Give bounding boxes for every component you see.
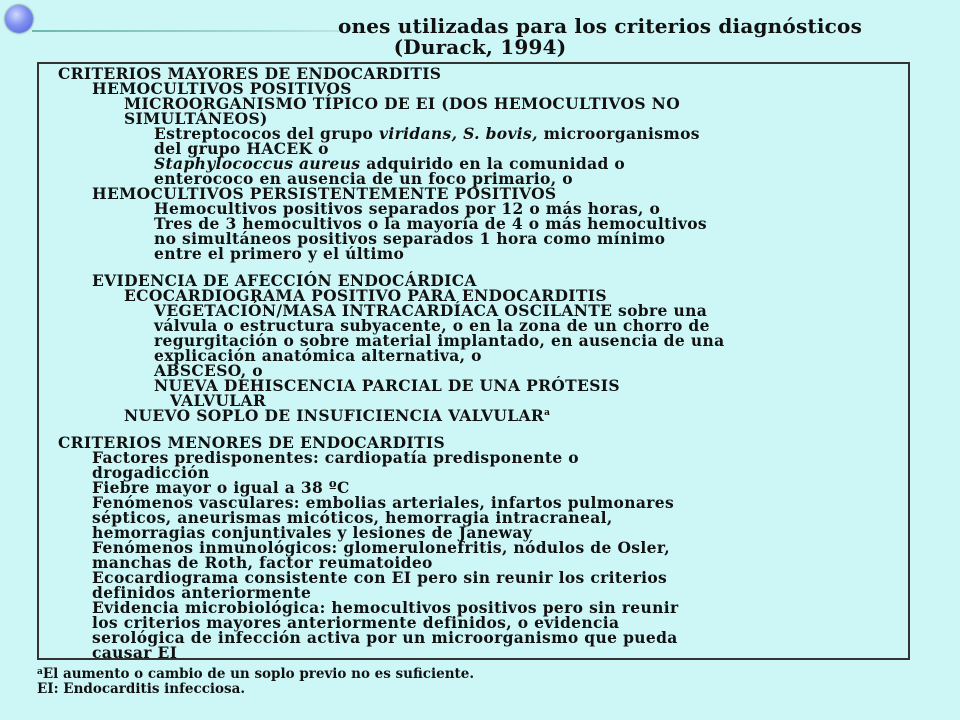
three-of-three-line: Tres de 3 hemocultivos o la mayoría de 4 o más hemocultivos	[154, 214, 707, 233]
footnote-a	[37, 667, 474, 682]
staph-species: Staphylococcus aureus	[154, 154, 361, 173]
footnote-a-mark: a	[37, 667, 43, 677]
echocardiogram-heading: ECOCARDIOGRAMA POSITIVO PARA ENDOCARDITIS	[124, 286, 607, 305]
predisposing-line-2: drogadicción	[92, 463, 210, 482]
immunologic-line-1: Fenómenos inmunológicos: glomerulonefritis, nódulos de Osler,	[92, 538, 670, 557]
streptococci-text: Estreptococos del grupo	[154, 124, 379, 143]
microbiologic-line-3: serológica de infección activa por un microorganismo que pueda	[92, 628, 678, 647]
endocardial-evidence-heading: EVIDENCIA DE AFECCIÓN ENDOCÁRDICA	[92, 271, 477, 290]
decorative-line	[32, 30, 342, 32]
major-criteria-heading: CRITERIOS MAYORES DE ENDOCARDITIS	[58, 64, 442, 83]
explanation-line: explicación anatómica alternativa, o	[154, 346, 482, 365]
enterococcus-line: enterococo en ausencia de un foco primario, o	[154, 169, 573, 188]
predisposing-line-1: Factores predisponentes: cardiopatía predisponente o	[92, 448, 579, 467]
regurgitation-line: regurgitación o sobre material implantado, en ausencia de una	[154, 331, 725, 350]
microbiologic-line-2: los criterios mayores anteriormente definidos, o evidencia	[92, 613, 620, 632]
bullet-orb-icon	[5, 5, 33, 33]
vegetation-text-tail: sobre una	[612, 301, 708, 320]
fever-line: Fiebre mayor o igual a 38 ºC	[92, 478, 350, 497]
minor-criteria-heading: CRITERIOS MENORES DE ENDOCARDITIS	[58, 433, 446, 452]
streptococci-species: viridans, S. bovis,	[378, 124, 538, 143]
dehiscence-line-2: VALVULAR	[170, 391, 267, 410]
hacek-line: del grupo HACEK o	[154, 139, 329, 158]
valve-line: válvula o estructura subyacente, o en la zona de un chorro de	[154, 316, 710, 335]
slide-title-line-2: (Durack, 1994)	[393, 35, 567, 59]
positive-blood-cultures-heading: HEMOCULTIVOS POSITIVOS	[92, 79, 352, 98]
vascular-line-1: Fenómenos vasculares: embolias arteriales, infartos pulmonares	[92, 493, 675, 512]
persistent-cultures-heading: HEMOCULTIVOS PERSISTENTEMENTE POSITIVOS	[92, 184, 557, 203]
typical-microorganism-line-1: MICROORGANISMO TÍPICO DE EI (DOS HEMOCULTIVOS NO	[124, 94, 681, 113]
streptococci-text-tail: microorganismos	[537, 124, 700, 143]
criteria-content	[58, 66, 904, 660]
footnote-ei: EI: Endocarditis infecciosa.	[37, 681, 246, 697]
new-murmur-text: NUEVO SOPLO DE INSUFICIENCIA VALVULAR	[124, 406, 545, 425]
cultures-12h-line: Hemocultivos positivos separados por 12 o más horas, o	[154, 199, 661, 218]
first-last-line: entre el primero y el último	[154, 244, 405, 263]
echo-consistent-line-1: Ecocardiograma consistente con EI pero sin reunir los criterios	[92, 568, 668, 587]
staph-text: adquirido en la comunidad o	[360, 154, 626, 173]
vascular-line-3: hemorragias conjuntivales y lesiones de Janeway	[92, 523, 533, 542]
typical-microorganism-line-2: SIMULTÁNEOS)	[124, 109, 268, 128]
vegetation-text: VEGETACIÓN/MASA INTRACARDÍACA OSCILANTE	[154, 301, 613, 320]
echo-consistent-line-2: definidos anteriormente	[92, 583, 312, 602]
immunologic-line-2: manchas de Roth, factor reumatoideo	[92, 553, 433, 572]
new-murmur-line	[58, 408, 904, 423]
dehiscence-line-1: NUEVA DEHISCENCIA PARCIAL DE UNA PRÓTESIS	[154, 376, 620, 395]
microbiologic-line-1: Evidencia microbiológica: hemocultivos positivos pero sin reunir	[92, 598, 679, 617]
microbiologic-line-4: causar EI	[92, 643, 178, 662]
footnotes	[37, 667, 474, 697]
abscess-line: ABSCESO, o	[154, 361, 263, 380]
vascular-line-2: sépticos, aneurismas micóticos, hemorragia intracraneal,	[92, 508, 613, 527]
footnote-a-text: El aumento o cambio de un soplo previo no es suficiente.	[42, 666, 475, 682]
new-murmur-footnote-mark: a	[544, 408, 551, 418]
non-simultaneous-line: no simultáneos positivos separados 1 hora como mínimo	[154, 229, 666, 248]
slide-title-line-1: ones utilizadas para los criterios diagnósticos	[337, 14, 863, 38]
